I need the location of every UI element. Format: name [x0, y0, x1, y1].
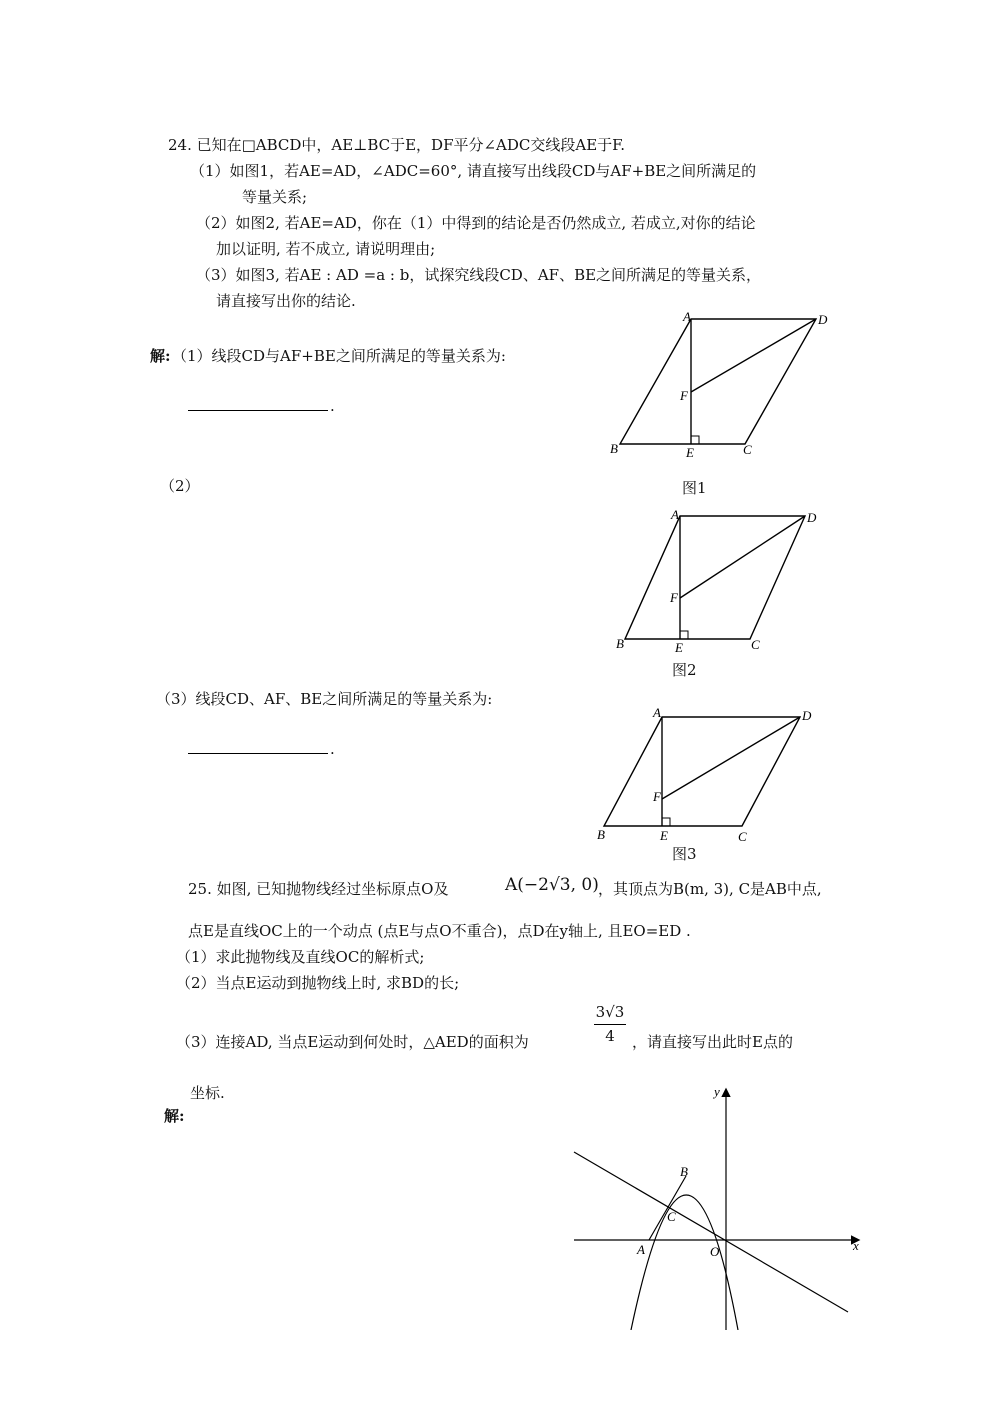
q24-solution-part1: （1）线段CD与AF+BE之间所满足的等量关系为: — [172, 347, 506, 365]
figure-3-caption: 图3 — [672, 845, 697, 863]
label-f: F — [680, 388, 688, 403]
right-angle-mark — [662, 818, 670, 826]
segment-ab — [649, 1176, 686, 1240]
label-f: F — [653, 789, 661, 804]
label-e: E — [686, 445, 694, 460]
segment-df — [691, 319, 816, 392]
q25-part3-line2: ，请直接写出此时E点的 — [632, 1033, 793, 1051]
q24-part3-line2: 请直接写出你的结论. — [216, 292, 356, 310]
label-b: B — [616, 636, 624, 651]
q25-point-a: A(−2√3, 0) — [505, 875, 599, 895]
q25-part3-line1: （3）连接AD, 当点E运动到何处时，△AED的面积为 — [176, 1033, 529, 1051]
figure-1-caption: 图1 — [682, 479, 707, 497]
q25-part1: （1）求此抛物线及直线OC的解析式; — [176, 948, 425, 966]
label-a: A — [637, 1242, 645, 1257]
q25-solution-label: 解: — [164, 1107, 185, 1125]
label-c: C — [743, 442, 752, 457]
q25-stem-part-c: 点E是直线OC上的一个动点 (点E与点O不重合)，点D在y轴上, 且EO=ED . — [188, 922, 691, 940]
q24-solution-part3: （3）线段CD、AF、BE之间所满足的等量关系为: — [156, 690, 493, 708]
q24-stem: 24. 已知在□ABCD中，AE⊥BC于E，DF平分∠ADC交线段AE于F. — [168, 136, 626, 154]
q24-part1-line2: 等量关系; — [242, 188, 308, 206]
label-c: C — [751, 637, 760, 652]
label-c: C — [667, 1209, 676, 1224]
q24-solution-part2: （2） — [160, 477, 200, 495]
label-e: E — [660, 828, 668, 843]
figure-2 — [610, 503, 840, 653]
parallelogram-abcd — [620, 319, 816, 444]
q25-stem-part-a: 25. 如图, 已知抛物线经过坐标原点O及 — [188, 880, 449, 898]
q24-answer-blank-1[interactable]: . — [188, 395, 335, 417]
label-d: D — [802, 708, 812, 723]
segment-df — [662, 717, 800, 799]
line-oc — [574, 1152, 848, 1312]
q24-part2-line1: （2）如图2, 若AE=AD，你在（1）中得到的结论是否仍然成立, 若成立,对你的结论 — [196, 214, 756, 232]
answer-underline — [188, 739, 328, 754]
parallelogram-abcd — [604, 717, 800, 826]
q24-solution-label: 解: — [150, 347, 171, 365]
fraction-denominator: 4 — [605, 1027, 615, 1045]
q25-part2: （2）当点E运动到抛物线上时, 求BD的长; — [176, 974, 460, 992]
label-y: y — [714, 1084, 720, 1099]
q24-part3-line1: （3）如图3, 若AE : AD =a : b，试探究线段CD、AF、BE之间所满足的等量关系， — [196, 266, 762, 284]
figure-2-caption: 图2 — [672, 661, 697, 679]
label-e: E — [675, 640, 683, 653]
figure-3 — [590, 703, 840, 843]
label-x: x — [853, 1238, 859, 1253]
label-a: A — [671, 507, 679, 522]
right-angle-mark — [680, 631, 688, 639]
q25-part3-line3: 坐标. — [190, 1084, 225, 1102]
label-b: B — [610, 441, 618, 456]
figure-1 — [600, 305, 840, 465]
q25-stem-part-b: ，其顶点为B(m, 3), C是AB中点, — [598, 880, 822, 898]
label-a: A — [653, 705, 661, 720]
label-d: D — [807, 510, 817, 525]
right-angle-mark — [691, 436, 699, 444]
label-b: B — [680, 1164, 688, 1179]
q24-part1-line1: （1）如图1，若AE=AD，∠ADC=60°, 请直接写出线段CD与AF+BE之间所满足的 — [190, 162, 757, 180]
label-b: B — [597, 827, 605, 842]
label-d: D — [818, 312, 828, 327]
label-c: C — [738, 829, 747, 843]
q24-answer-blank-3[interactable]: . — [188, 738, 335, 760]
coordinate-figure — [560, 1080, 870, 1330]
label-o: O — [710, 1244, 720, 1259]
label-a: A — [683, 309, 691, 324]
answer-underline — [188, 396, 328, 411]
area-fraction — [592, 1002, 628, 1047]
q24-part2-line2: 加以证明, 若不成立, 请说明理由; — [216, 240, 436, 258]
parabola — [631, 1195, 738, 1330]
fraction-numerator: 3√3 — [595, 1003, 625, 1021]
label-f: F — [670, 590, 678, 605]
